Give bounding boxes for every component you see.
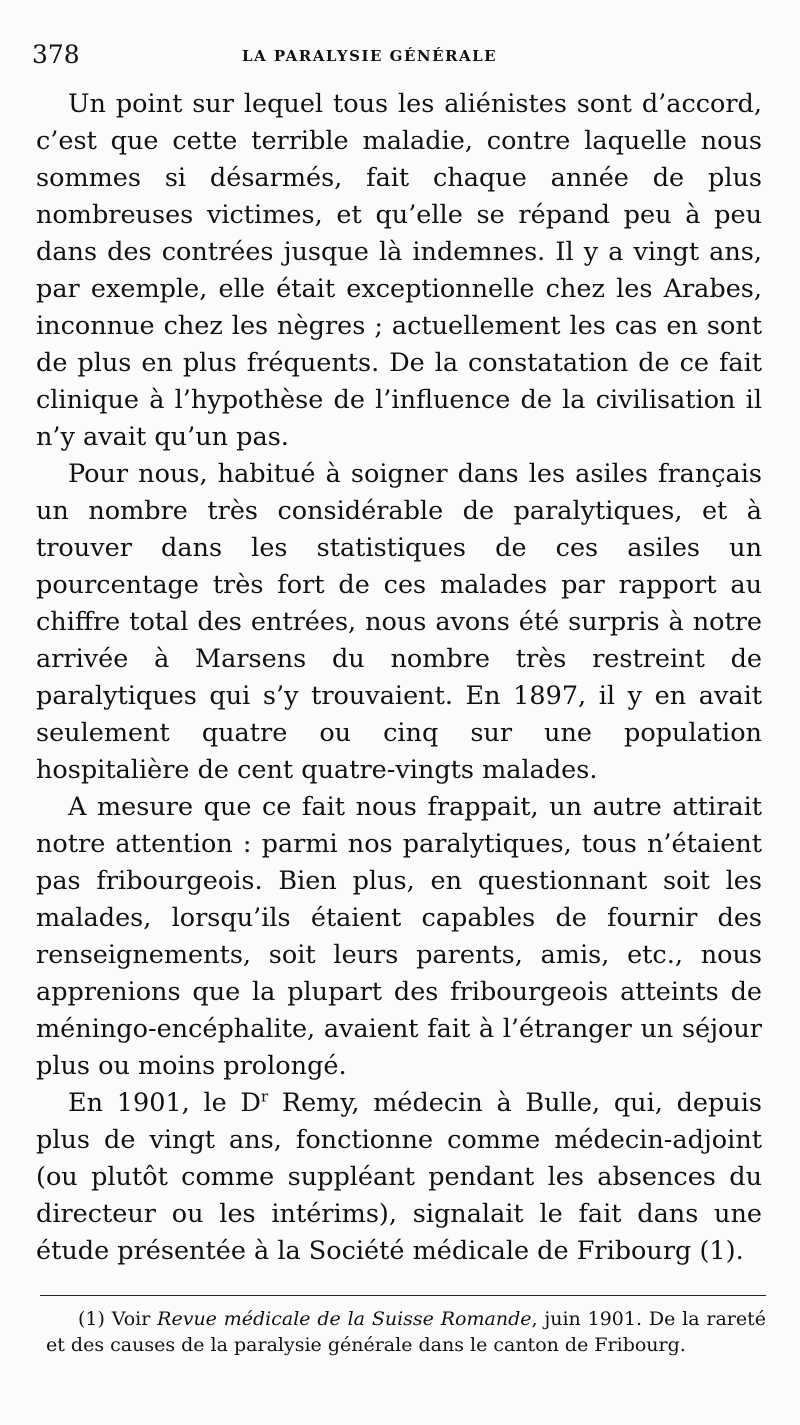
page-header [32, 40, 772, 74]
doctor-abbrev-superscript: r [260, 1087, 269, 1106]
running-title: LA PARALYSIE GÉNÉRALE [242, 47, 498, 65]
body-text [36, 86, 762, 1270]
footnote-rest: , juin 1901. De la rareté et des causes de la paralysie générale dans le canton de Fribourg. [46, 1308, 766, 1356]
footnote-journal-title: Revue médicale de la Suisse Romande [157, 1308, 532, 1330]
footnote-marker: (1) Voir [78, 1308, 158, 1330]
paragraph-3: A mesure que ce fait nous frappait, un autre attirait notre attention : parmi nos paralytiques, tous n’étaient pas fribourgeois. Bien plus, en questionnant soit les malades, lorsqu’ils étaient capables de fournir des renseignements, soit leurs parents, amis, etc., nous apprenions que la plupart des fribourgeois atteints de méningo-encéphalite, avaient fait à l’étranger un séjour plus ou moins prolongé. [36, 792, 762, 1081]
paragraph-2: Pour nous, habitué à soigner dans les asiles français un nombre très considérable de paralytiques, et à trouver dans les statistiques de ces asiles un pourcentage très fort de ces malades par rapport au chiffre total des entrées, nous avons été surpris à notre arrivée à Marsens du nombre très restreint de paralytiques qui s’y trouvaient. En 1897, il y en avait seulement quatre ou cinq sur une population hospitalière de cent quatre-vingts malades. [36, 459, 762, 785]
paragraph-4-start: En 1901, le D [68, 1088, 261, 1118]
paragraph-4-rest: Remy, médecin à Bulle, qui, depuis plus de vingt ans, fonctionne comme médecin-adjoint (ou plutôt comme suppléant pendant les absences du directeur ou les intérims), signalait le fait dans une étude présentée à la Société médicale de Fribourg (1). [36, 1088, 762, 1266]
paragraph-1: Un point sur lequel tous les aliénistes sont d’accord, c’est que cette terrible maladie, contre laquelle nous sommes si désarmés, fait chaque année de plus nombreuses victimes, et qu’elle se répand peu à peu dans des contrées jusque là indemnes. Il y a vingt ans, par exemple, elle était exceptionnelle chez les Arabes, inconnue chez les nègres ; actuellement les cas en sont de plus en plus fréquents. De la constatation de ce fait clinique à l’hypothèse de l’influence de la civilisation il n’y avait qu’un pas. [36, 89, 762, 452]
page-number: 378 [32, 40, 80, 69]
footnote [46, 1306, 766, 1358]
footnote-divider [40, 1295, 766, 1296]
paragraph-4 [36, 1085, 762, 1270]
